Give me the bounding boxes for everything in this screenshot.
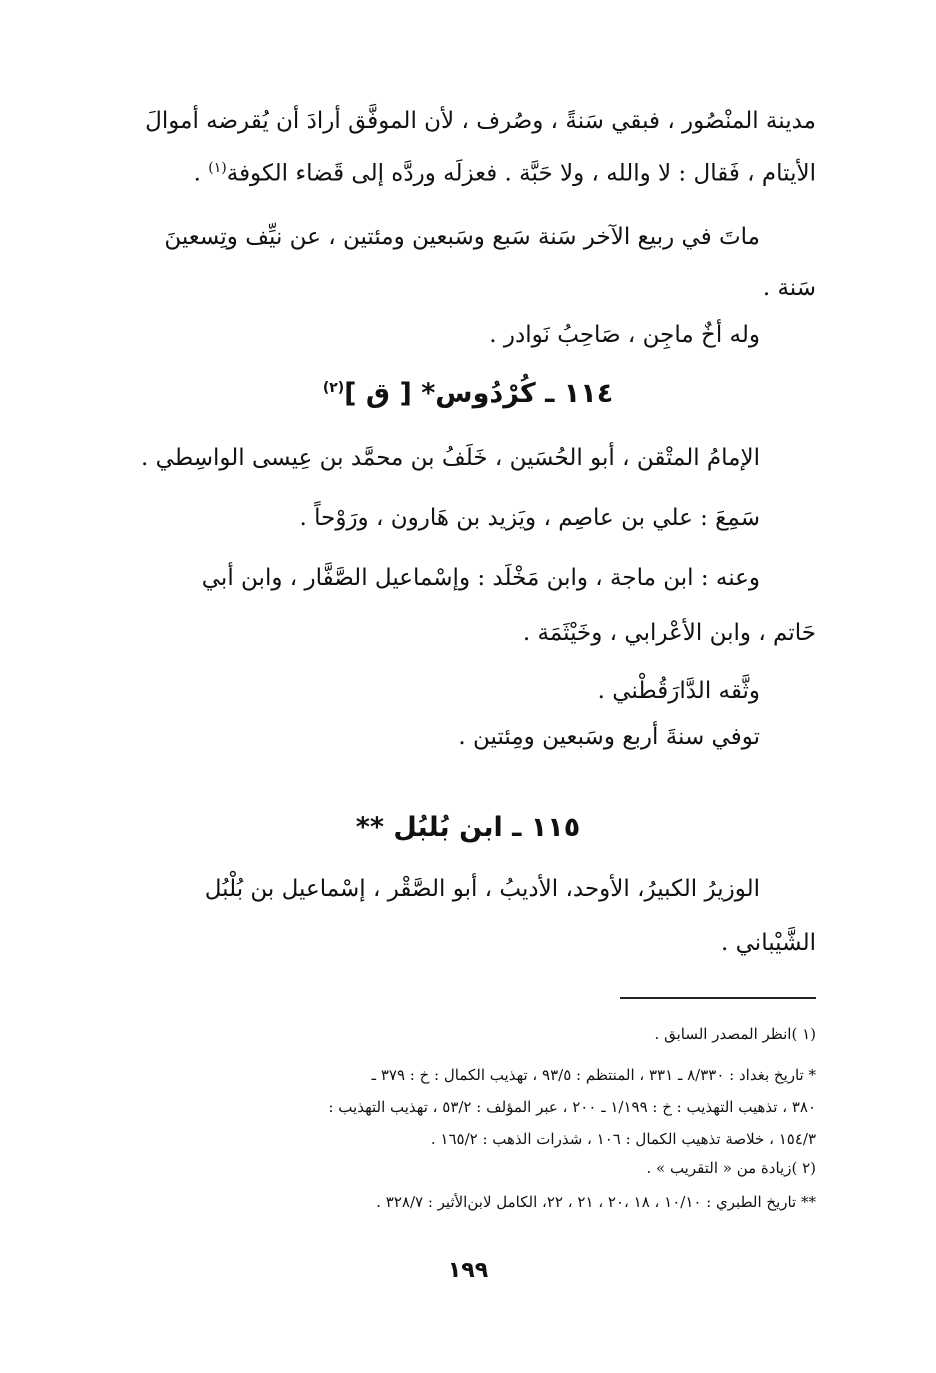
footnote-1: (١ )انظر المصدر السابق . (654, 1025, 816, 1043)
source-note-1-line1: * تاريخ بغداد : ٨/٣٣٠ ـ ٣٣١ ، المنتظم : ٩٣/٥ ، تهذيب الكمال : خ : ٣٧٩ ـ (371, 1066, 816, 1084)
para1-line2-text: الأيتام ، فَقال : لا والله ، ولا حَبَّة . فعزلَه وردَّه إلى قَضاء الكوفة (226, 160, 816, 187)
para2-line1: ماتَ في ربيع الآخر سَنة سَبع وسَبعين ومئتين ، عن نيِّف وتِسعينَ (164, 224, 760, 250)
source-note-2: ** تاريخ الطبري : ١٠/١٠ ، ١٨ ،٢٠ ، ٢١ ، ٢٢، الكامل لابن‌الأثير : ٣٢٨/٧ . (376, 1193, 816, 1211)
entry-114-line3: وعنه : ابن ماجة ، وابن مَخْلَد : وإسْماعيل الصَّفَّار ، وابن أبي (201, 565, 760, 591)
source-note-1-line2: ٣٨٠ ، تذهيب التهذيب : خ : ١/١٩٩ ـ ٢٠٠ ، عبر المؤلف : ٥٣/٢ ، تهذيب التهذيب : (328, 1098, 816, 1116)
para3: وله أخٌ ماجِن ، صَاحِبُ نَوادر . (489, 322, 760, 348)
entry-115-line1: الوزيرُ الكبيرُ، الأوحد، الأديبُ ، أبو الصَّقْر ، إسْماعيل بن بُلْبُل (204, 876, 760, 902)
footnote-ref-1: (١) (208, 160, 227, 176)
entry-114-line2: سَمِعَ : علي بن عاصِم ، ويَزيد بن هَارون ، ورَوْحاً . (299, 505, 760, 531)
footnote-separator (620, 997, 816, 999)
entry-115-line2: الشَّيْباني . (721, 930, 816, 956)
entry-115-heading: ١١٥ ـ ابن بُلبُل ** (355, 812, 581, 843)
para2-line2: سَنة . (762, 275, 816, 301)
para1-line2-end: . (193, 160, 209, 187)
page-number: ١٩٩ (447, 1258, 489, 1283)
footnote-ref-2: (٢) (322, 380, 345, 396)
source-note-1-line3: ١٥٤/٣ ، خلاصة تذهيب الكمال : ١٠٦ ، شذرات الذهب : ١٦٥/٢ . (430, 1130, 816, 1148)
entry-114-line1: الإمامُ المتْقن ، أبو الحُسَين ، خَلَفُ بن محمَّد بن عِيسى الواسِطي . (141, 445, 760, 471)
entry-114-line5: وثَّقه الدَّارَقُطْني . (597, 678, 760, 704)
footnote-2: (٢ )زيادة من « التقريب » . (646, 1159, 816, 1177)
entry-114-line4: حَاتم ، وابن الأعْرابي ، وخَيْثَمَة . (522, 620, 816, 646)
entry-114-line6: توفي سنةَ أربع وسَبعين ومِئتين . (458, 724, 760, 750)
para1-line2 (150, 160, 816, 188)
entry-114-heading (0, 378, 936, 409)
entry-114-title: ١١٤ ـ كُرْدُوس* [ ق ] (344, 378, 614, 409)
para1-line1: مدينة المنْصُور ، فبقي سَنةً ، وصُرف ، لأن الموفَّق أرادَ أن يُقرضه أموالَ (145, 108, 816, 134)
